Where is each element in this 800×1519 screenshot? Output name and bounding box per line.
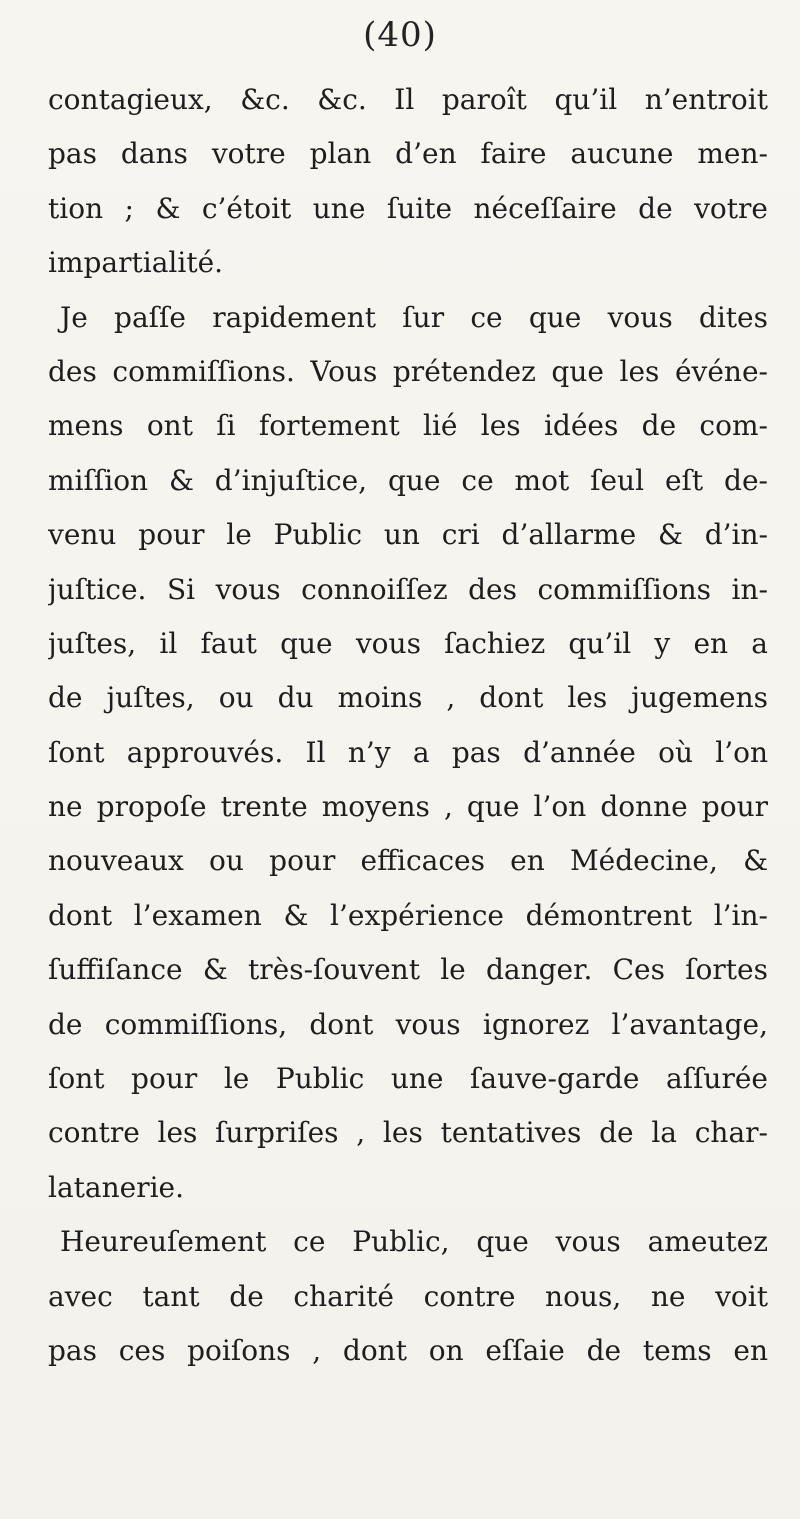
body-text: [48, 73, 768, 1378]
text-line: contagieux, &c. &c. Il paroît qu’il n’entroit: [48, 83, 768, 116]
text-line: des commiſſions. Vous prétendez que les événe-: [48, 354, 768, 388]
text-line: contre les ſurpriſes , les tentatives de la char-: [48, 1116, 768, 1150]
text-line: pas dans votre plan d’en faire aucune men-: [48, 137, 768, 171]
text-line: de juſtes, ou du moins , dont les jugemens: [48, 681, 768, 715]
text-line: mens ont ſi fortement lié les idées de com-: [48, 409, 768, 443]
text-line: ne propoſe trente moyens , que l’on donne pour: [48, 790, 768, 824]
text-line: juſtice. Si vous connoiſſez des commiſſions in-: [48, 572, 768, 606]
page-number: (40): [363, 15, 437, 55]
text-line: ſont approuvés. Il n’y a pas d’année où l’on: [48, 735, 768, 769]
text-line: dont l’examen & l’expérience démontrent l’in-: [48, 898, 768, 932]
text-line: venu pour le Public un cri d’allarme & d’in-: [48, 518, 768, 552]
text-line: impartialité.: [48, 246, 224, 280]
text-line: juſtes, il faut que vous ſachiez qu’il y en a: [48, 626, 768, 660]
text-line: ſuffiſance & très-ſouvent le danger. Ces ſortes: [48, 953, 768, 987]
text-line: Heureuſement ce Public, que vous ameutez: [60, 1225, 768, 1259]
text-line: miſſion & d’injuſtice, que ce mot ſeul eſt de-: [48, 463, 768, 497]
text-line: nouveaux ou pour efficaces en Médecine, &: [48, 844, 768, 878]
text-line: pas ces poiſons , dont on eſſaie de tems en: [48, 1333, 768, 1367]
text-line: Je paſſe rapidement ſur ce que vous dites: [60, 300, 768, 334]
text-line: tion ; & c’étoit une ſuite néceſſaire de votre: [48, 191, 768, 225]
text-line: ſont pour le Public une ſauve-garde aſſurée: [48, 1062, 768, 1096]
text-line: avec tant de charité contre nous, ne voit: [48, 1279, 768, 1313]
text-line: de commiſſions, dont vous ignorez l’avantage,: [48, 1007, 768, 1041]
text-line: latanerie.: [48, 1170, 185, 1204]
